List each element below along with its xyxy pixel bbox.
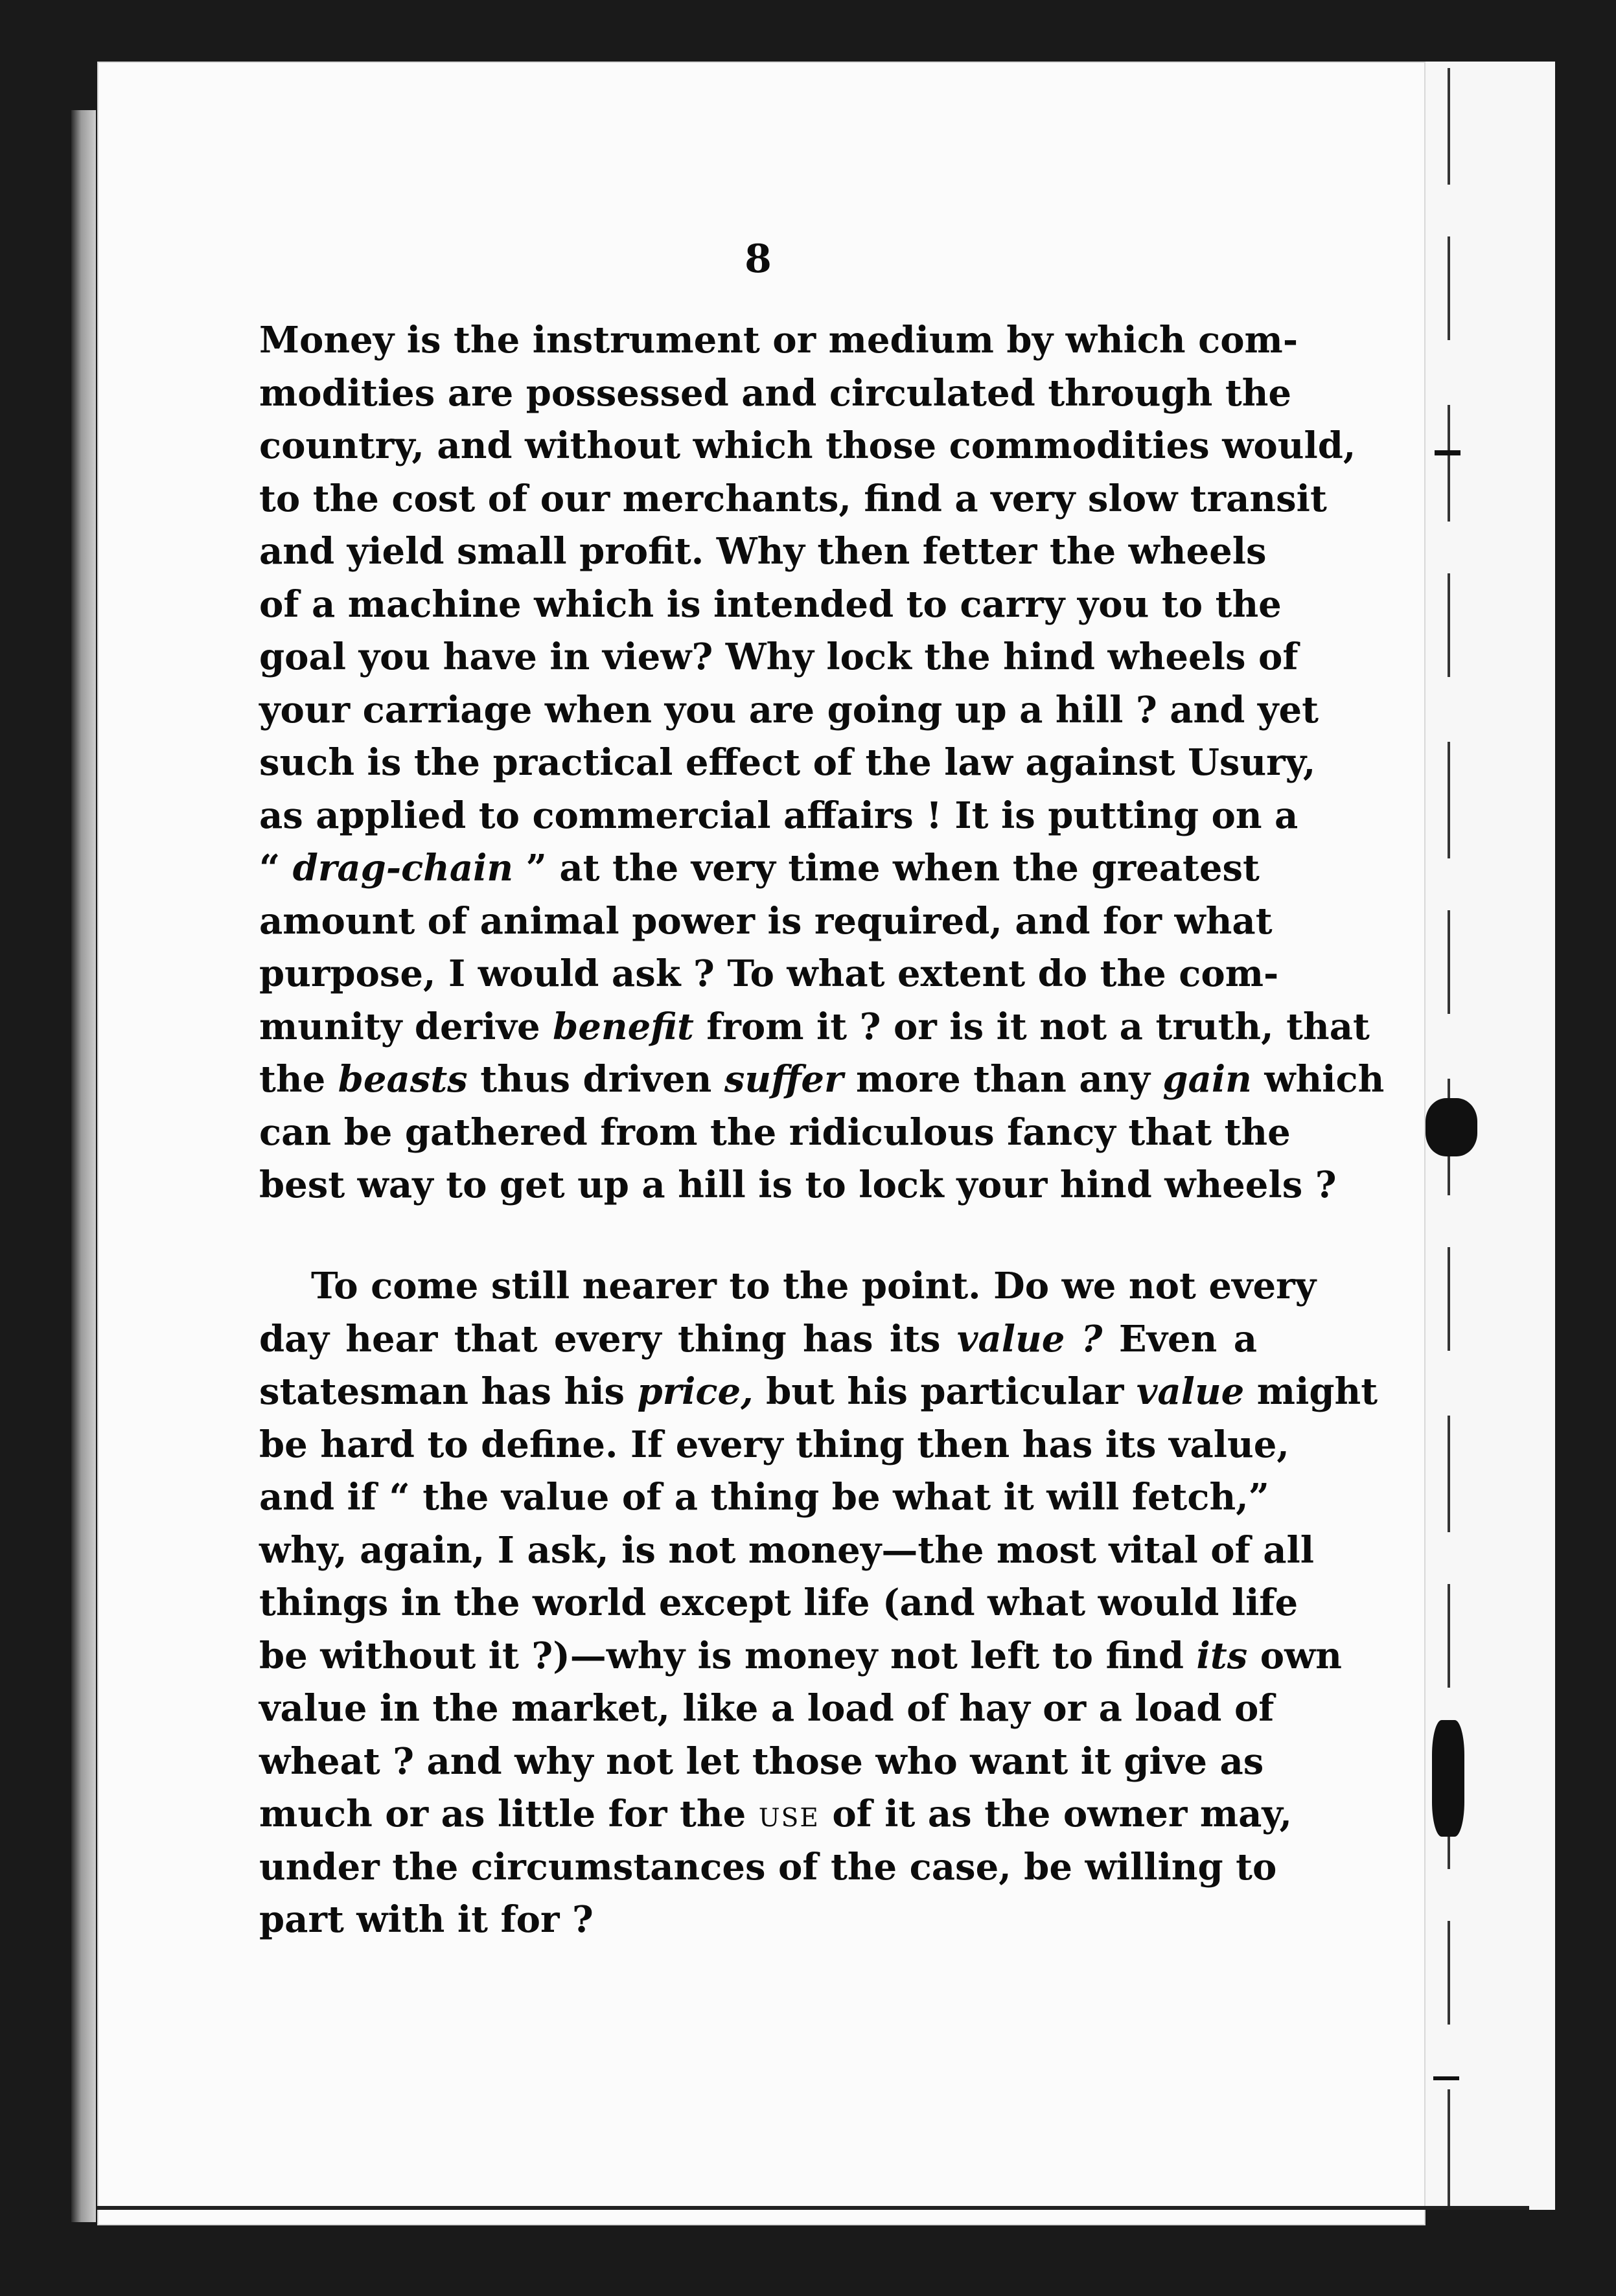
italic-run: gain: [1162, 1058, 1252, 1101]
text-line: and yield small profit. Why then fetter the wheels: [259, 530, 1267, 573]
text-line: to the cost of our merchants, find a very slow transit: [259, 477, 1327, 520]
text-line: modities are possessed and circulated through the: [259, 371, 1292, 415]
text-run: ” at the very time when the greatest: [513, 847, 1260, 890]
paragraph-2: [259, 1260, 1378, 1947]
paragraph-1: [259, 314, 1385, 1212]
text-line: be hard to define. If every thing then has its value,: [259, 1423, 1289, 1466]
facing-page-edge: [1426, 62, 1555, 2210]
scan-border-right: [1555, 0, 1616, 2296]
text-line: can be gathered from the ridiculous fancy that the: [259, 1110, 1291, 1154]
text-line: best way to get up a hill is to lock your hind wheels ?: [259, 1164, 1337, 1206]
italic-run: value: [1136, 1370, 1245, 1413]
edge-mark: [1433, 2076, 1459, 2080]
text-run: much or as little for the: [259, 1793, 759, 1835]
text-line: wheat ? and why not let those who want it give as: [259, 1739, 1264, 1783]
text-line: Money is the instrument or medium by which com-: [259, 319, 1299, 362]
italic-run: value ?: [956, 1317, 1103, 1360]
page-bottom-edge: [97, 2206, 1529, 2210]
text-line: To come still nearer to the point. Do we not every: [311, 1265, 1317, 1307]
text-line: your carriage when you are going up a hill ? and yet: [259, 688, 1319, 731]
text-line: of a machine which is intended to carry you to the: [259, 582, 1282, 626]
small-caps-run: use: [758, 1793, 820, 1835]
italic-run: its: [1196, 1634, 1248, 1677]
text-line: [259, 1001, 1370, 1054]
text-run: which: [1251, 1058, 1385, 1101]
text-line: things in the world except life (and what would life: [259, 1581, 1299, 1624]
text-line: [259, 1788, 1293, 1841]
page-number: 8: [745, 236, 772, 282]
italic-run: drag-chain: [292, 847, 514, 890]
text-line: [259, 1630, 1342, 1683]
text-line: such is the practical effect of the law against Usury,: [259, 741, 1316, 784]
text-line: purpose, I would ask ? To what extent do the com-: [259, 952, 1279, 995]
text-run: of it as the owner may,: [819, 1793, 1293, 1835]
edge-mark: [1426, 1098, 1477, 1156]
text-run: be without it ?)—why is money not left to find: [259, 1634, 1197, 1677]
text-run: own: [1247, 1634, 1342, 1677]
italic-run: price,: [637, 1370, 754, 1413]
text-line: why, again, I ask, is not money—the most vital of all: [259, 1528, 1315, 1572]
text-run: statesman has his: [259, 1370, 638, 1413]
text-line: amount of animal power is required, and for what: [259, 899, 1273, 943]
text-run: might: [1244, 1370, 1378, 1413]
text-line: as applied to commercial affairs ! It is putting on a: [259, 794, 1299, 837]
italic-run: suffer: [724, 1058, 844, 1101]
text-line: [259, 842, 1260, 895]
text-run: munity derive: [259, 1005, 553, 1048]
text-line: [259, 1053, 1385, 1107]
text-run: more than any: [843, 1058, 1163, 1101]
text-line: part with it for ?: [259, 1898, 594, 1941]
italic-run: benefit: [553, 1005, 694, 1048]
text-run: from it ? or is it not a truth, that: [693, 1005, 1370, 1048]
edge-mark: [1435, 450, 1460, 455]
text-run: the: [259, 1058, 338, 1101]
text-line: country, and without which those commodities would,: [259, 424, 1356, 467]
text-run: Even a: [1102, 1317, 1258, 1360]
text-line: under the circumstances of the case, be willing to: [259, 1845, 1277, 1888]
text-run: “: [259, 847, 293, 890]
text-line: [259, 1366, 1378, 1419]
text-line: value in the market, like a load of hay or a load of: [259, 1687, 1275, 1730]
scan-gutter: [71, 110, 96, 2222]
edge-mark: [1432, 1720, 1464, 1837]
text-run: day hear that every thing has its: [259, 1317, 957, 1360]
text-line: goal you have in view? Why lock the hind wheels of: [259, 636, 1299, 678]
text-line: and if “ the value of a thing be what it will fetch,”: [259, 1476, 1269, 1519]
text-line: [259, 1313, 1257, 1366]
text-run: but his particular: [753, 1370, 1137, 1413]
text-run: thus driven: [467, 1058, 724, 1101]
italic-run: beasts: [338, 1058, 468, 1101]
